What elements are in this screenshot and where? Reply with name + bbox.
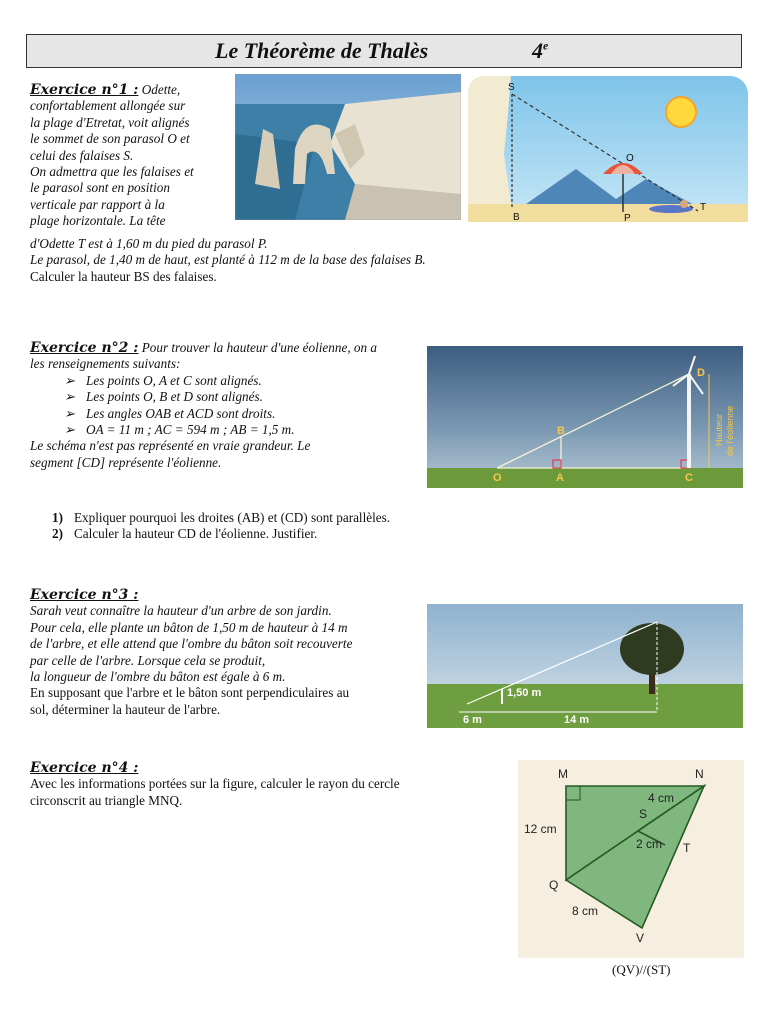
ex1-line: d'Odette T est à 1,60 m du pied du parasol P.: [30, 236, 268, 251]
label-q: Q: [549, 878, 559, 892]
wind-ground: [427, 468, 743, 488]
label-s: S: [508, 82, 515, 93]
ex1-line: le sommet de son parasol O et: [30, 131, 190, 147]
cliff-shape: [468, 76, 511, 220]
ex4-text-2: circonscrit au triangle MNQ.: [30, 792, 183, 808]
ex3-text-2: sol, déterminer la hauteur de l'arbre.: [30, 701, 221, 717]
ex3-block: [30, 587, 425, 718]
ex2-bullet-text: OA = 11 m ; AC = 594 m ; AB = 1,5 m.: [86, 422, 295, 438]
ex1-line: celui des falaises S.: [30, 147, 134, 163]
arrow-icon: ➢: [64, 372, 76, 388]
label-t: T: [683, 841, 691, 855]
ex2-questions: [52, 510, 552, 543]
question-text: Expliquer pourquoi les droites (AB) et (CD) sont parallèles.: [74, 510, 391, 525]
ex1-line: le parasol sont en position: [30, 180, 170, 196]
arrow-icon: ➢: [64, 389, 76, 405]
ex1-line: confortablement allongée sur: [30, 98, 186, 114]
ex2-bullet-text: Les points O, A et C sont alignés.: [86, 372, 262, 388]
label-ns: 4 cm: [648, 791, 675, 805]
ex1-block-wide: [30, 236, 590, 285]
ex2-bullet: [30, 406, 425, 422]
label-v: V: [636, 931, 645, 945]
ex1-line: On admettra que les falaises et: [30, 164, 194, 180]
label-st: 2 cm: [636, 837, 663, 851]
ex1-question: Calculer la hauteur BS des falaises.: [30, 268, 217, 284]
ex3-line: la longueur de l'ombre du bâton est égale à 6 m.: [30, 669, 286, 685]
ex2-heading: Exercice n°2 :: [30, 340, 139, 356]
ex2-bullet: [30, 389, 425, 405]
ex2-question-1: [52, 510, 552, 526]
ex2-bullet-text: Les points O, B et D sont alignés.: [86, 389, 263, 405]
label-d: D: [697, 367, 705, 379]
label-height-1: Hauteur: [714, 413, 724, 446]
ex1-first: Odette,: [138, 82, 181, 97]
label-o: O: [626, 153, 634, 164]
label-a: A: [556, 472, 564, 484]
wind-sky: [427, 346, 743, 488]
ex2-note: Le schéma n'est pas représenté en vraie grandeur. Le: [30, 438, 311, 454]
ex2-note-2: segment [CD] représente l'éolienne.: [30, 454, 222, 470]
ex4-figure: [518, 760, 744, 958]
ex2-bullet-text: Les angles OAB et ACD sont droits.: [86, 405, 276, 421]
label-mq: 12 cm: [524, 822, 557, 836]
question-number: 1): [52, 510, 63, 525]
ex3-text-1: En supposant que l'arbre et le bâton sont perpendiculaires au: [30, 685, 350, 701]
ex1-line: Le parasol, de 1,40 m de haut, est planté à 112 m de la base des falaises B.: [30, 252, 426, 268]
label-c: C: [685, 472, 693, 484]
ex3-diagram: [427, 604, 743, 728]
arrow-icon: ➢: [64, 422, 76, 438]
ex1-block: [30, 82, 230, 230]
ex2-bullet: [30, 373, 425, 389]
etretat-photo: [235, 74, 461, 220]
label-qv: 8 cm: [572, 904, 599, 918]
sun: [666, 97, 696, 127]
ex3-line: par celle de l'arbre. Lorsque cela se produit,: [30, 652, 266, 668]
ex2-intro-2: les renseignements suivants:: [30, 356, 181, 372]
label-n: N: [695, 767, 704, 781]
ex4-caption: (QV)//(ST): [612, 962, 671, 977]
ex1-line: verticale par rapport à la: [30, 196, 165, 212]
ex2-bullet: [30, 422, 425, 438]
label-b: B: [513, 212, 520, 223]
ex3-line: Pour cela, elle plante un bâton de 1,50 m de hauteur à 14 m: [30, 619, 348, 635]
label-stick: 1,50 m: [507, 687, 542, 699]
label-o: O: [493, 472, 502, 484]
ex2-diagram: [427, 346, 743, 488]
question-number: 2): [52, 526, 63, 542]
grade-level: [532, 38, 548, 64]
ex2-intro: Pour trouver la hauteur d'une éolienne, on a: [138, 340, 377, 355]
ex1-heading: Exercice n°1 :: [30, 82, 139, 98]
ex3-line: de l'arbre, et elle attend que l'ombre du bâton soit recouverte: [30, 636, 353, 652]
label-distance: 14 m: [564, 714, 590, 726]
ex3-heading: Exercice n°3 :: [30, 587, 139, 603]
label-s: S: [639, 807, 648, 821]
label-t: T: [700, 202, 707, 213]
grade-level-number: 4: [532, 38, 543, 63]
ex1-diagram: [466, 74, 750, 226]
ex4-block: [30, 760, 500, 809]
ex2-question-2: [52, 526, 552, 542]
label-shadow: 6 m: [463, 714, 482, 726]
page-title: Le Théorème de Thalès: [215, 38, 429, 63]
ex2-block: [30, 340, 425, 471]
ex3-line: Sarah veut connaître la hauteur d'un arbre de son jardin.: [30, 603, 332, 619]
turbine-tower: [687, 374, 691, 468]
label-b: B: [557, 425, 565, 437]
ex4-text-1: Avec les informations portées sur la figure, calculer le rayon du cercle: [30, 776, 400, 792]
title-box: [26, 34, 742, 68]
ex1-line: plage horizontale. La tête: [30, 213, 166, 229]
tree-crown: [620, 623, 684, 675]
ex4-heading: Exercice n°4 :: [30, 760, 139, 776]
ex1-line: la plage d'Etretat, voit alignés: [30, 114, 190, 130]
label-height-2: de l'éolienne: [725, 405, 735, 456]
arrow-icon: ➢: [64, 405, 76, 421]
label-m: M: [558, 767, 568, 781]
odette-head: [680, 200, 688, 208]
label-p: P: [624, 213, 631, 224]
question-text: Calculer la hauteur CD de l'éolienne. Justifier.: [74, 526, 318, 542]
grade-level-sup: e: [543, 38, 549, 53]
